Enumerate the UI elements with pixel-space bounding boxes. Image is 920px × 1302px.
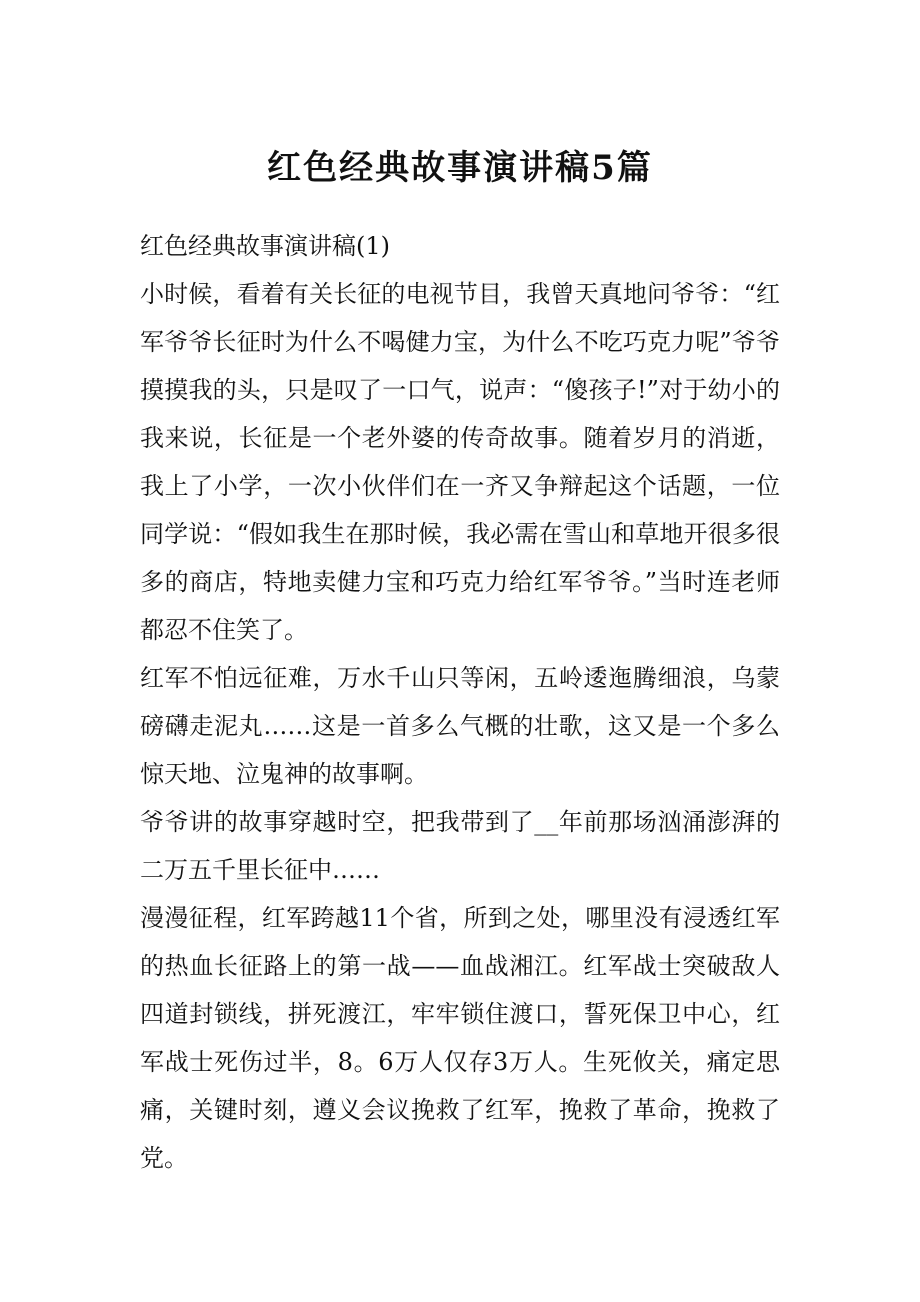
paragraph: 爷爷讲的故事穿越时空，把我带到了__年前那场汹涌澎湃的二万五千里长征中……	[140, 808, 780, 884]
section-heading: 红色经典故事演讲稿(1)	[140, 232, 390, 260]
document-title: 红色经典故事演讲稿5篇	[267, 148, 653, 188]
document-body	[140, 222, 780, 1182]
paragraph: 红军不怕远征难，万水千山只等闲，五岭逶迤腾细浪，乌蒙磅礴走泥丸……这是一首多么气概的壮歌，这又是一个多么惊天地、泣鬼神的故事啊。	[140, 664, 780, 788]
paragraph: 漫漫征程，红军跨越11个省，所到之处，哪里没有浸透红军的热血长征路上的第一战——血战湘江。红军战士突破敌人四道封锁线，拼死渡江，牢牢锁住渡口，誓死保卫中心，红军战士死伤过半，8。6万人仅存3万人。生死攸关，痛定思痛，关键时刻，遵义会议挽救了红军，挽救了革命，挽救了党。	[140, 904, 780, 1172]
paragraph: 小时候，看着有关长征的电视节目，我曾天真地问爷爷：“红军爷爷长征时为什么不喝健力宝，为什么不吃巧克力呢”爷爷摸摸我的头，只是叹了一口气，说声：“傻孩子!”对于幼小的我来说，长征是一个老外婆的传奇故事。随着岁月的消逝，我上了小学，一次小伙伴们在一齐又争辩起这个话题，一位同学说：“假如我生在那时候，我必需在雪山和草地开很多很多的商店，特地卖健力宝和巧克力给红军爷爷。”当时连老师都忍不住笑了。	[140, 280, 780, 644]
